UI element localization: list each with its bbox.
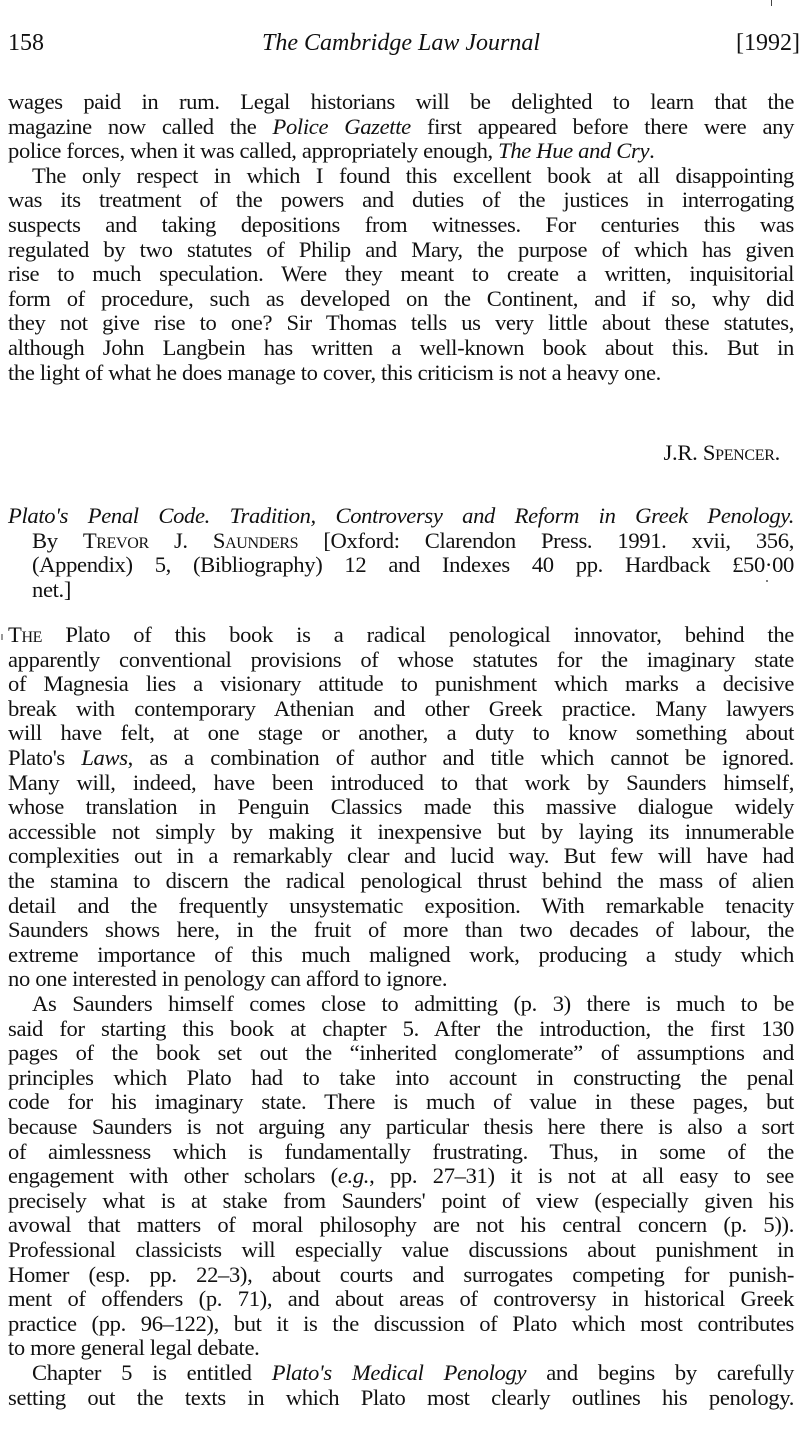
italic-title: Laws — [81, 744, 128, 770]
author-name: Trevor J. Saunders — [82, 527, 299, 553]
italic-title: The Hue and Cry — [498, 138, 650, 164]
text-line: principles which Plato had to take into account in constructing the penal — [8, 1064, 794, 1090]
text-line: Many will, indeed, have been introduced to that work by Saunders himself, — [8, 769, 794, 795]
book-heading — [8, 504, 794, 602]
text-line: Plato's Laws, as a combination of author and title which cannot be ignored. — [8, 744, 794, 770]
text-line: form of procedure, such as developed on the Continent, and if so, why did — [8, 285, 794, 311]
text-line: apparently conventional provisions of whose statutes for the imaginary state — [8, 646, 794, 672]
text-line: of Magnesia lies a visionary attitude to punishment which marks a decisive — [8, 671, 794, 697]
text-line: ment of offenders (p. 71), and about areas of controversy in historical Greek — [8, 1286, 794, 1312]
text-line: said for starting this book at chapter 5. After the introduction, the first 130 — [8, 1015, 794, 1041]
text-line: of aimlessness which is fundamentally frustrating. Thus, in some of the — [8, 1138, 794, 1164]
review-2-paragraph-2 — [8, 992, 794, 1361]
scan-artifact-tick — [771, 0, 772, 6]
text-line: was its treatment of the powers and duties of the justices in interrogating — [8, 187, 794, 213]
text-line: the light of what he does manage to cover, this criticism is not a heavy one. — [8, 359, 661, 385]
review-2-paragraph-3 — [8, 1361, 794, 1410]
text-line: because Saunders is not arguing any particular thesis here there is also a sort — [8, 1113, 794, 1139]
text-line: rise to much speculation. Were they meant to create a written, inquisitorial — [8, 261, 794, 287]
book-title: Plato's Penal Code. Tradition, Controversy and Reform in Greek Penology. — [8, 503, 794, 528]
book-details-line: net.] — [32, 576, 72, 602]
text-line: magazine now called the Police Gazette first appeared before there were any — [8, 113, 795, 139]
text-line: code for his imaginary state. There is much of value in these pages, but — [8, 1089, 794, 1115]
reviewer-signature: J.R. Spencer. — [663, 440, 780, 465]
italic-title: Police Gazette — [272, 113, 411, 139]
review-2-paragraph-1 — [8, 623, 794, 992]
text-line: regulated by two statutes of Philip and Mary, the purpose of which has given — [8, 236, 794, 262]
running-head — [8, 28, 800, 58]
text-line: Professional classicists will especially value discussions about punishment in — [8, 1236, 794, 1262]
italic-title: e.g. — [337, 1163, 370, 1189]
book-details-line: (Appendix) 5, (Bibliography) 12 and Indexes 40 pp. Hardback £50·00 — [32, 552, 794, 578]
review-1-paragraph-1 — [8, 90, 794, 164]
small-caps-lead: The — [8, 622, 43, 647]
text-line: practice (pp. 96–122), but it is the discussion of Plato which most contributes — [8, 1310, 794, 1336]
text-line: extreme importance of this much maligned work, producing a study which — [8, 941, 794, 967]
text-line: whose translation in Penguin Classics made this massive dialogue widely — [8, 794, 794, 820]
text-line: setting out the texts in which Plato most clearly outlines his penology. — [8, 1384, 794, 1410]
text-line: suspects and taking depositions from witnesses. For centuries this was — [8, 211, 794, 237]
text-line: police forces, when it was called, appropriately enough, The Hue and Cry. — [8, 138, 655, 164]
review-1-paragraph-2 — [8, 164, 794, 385]
text-line: no one interested in penology can afford to ignore. — [8, 966, 448, 992]
text-line: will have felt, at one stage or another, a duty to know something about — [8, 720, 794, 746]
text-line: Saunders shows here, in the fruit of more than two decades of labour, the — [8, 917, 794, 943]
text-line: precisely what is at stake from Saunders' point of view (especially given his — [8, 1187, 794, 1213]
volume-year: [1992] — [736, 30, 800, 56]
text-line: Chapter 5 is entitled Plato's Medical Penology and begins by carefully — [32, 1360, 794, 1385]
italic-title: Plato's Medical Penology — [271, 1360, 527, 1385]
text-line: avowal that matters of moral philosophy are not his central concern (p. 5)). — [8, 1212, 794, 1238]
text-line: accessible not simply by making it inexpensive but by laying its innumerable — [8, 818, 794, 844]
text-line: engagement with other scholars (e.g., pp. 27–31) it is not at all easy to see — [8, 1163, 794, 1189]
page-number: 158 — [8, 30, 44, 56]
text-line: As Saunders himself comes close to admitting (p. 3) there is much to be — [32, 991, 794, 1016]
text-line: break with contemporary Athenian and other Greek practice. Many lawyers — [8, 695, 794, 721]
text-line: wages paid in rum. Legal historians will be delighted to learn that the — [8, 89, 794, 114]
text-line: detail and the frequently unsystematic exposition. With remarkable tenacity — [8, 892, 794, 918]
book-details-line: By Trevor J. Saunders [Oxford: Clarendon Press. 1991. xvii, 356, — [32, 527, 794, 553]
journal-title: The Cambridge Law Journal — [261, 30, 540, 56]
scan-artifact-mark — [1, 634, 3, 640]
text-line: the stamina to discern the radical penological thrust behind the mass of alien — [8, 867, 794, 893]
text-line: Homer (esp. pp. 22–3), about courts and surrogates competing for punish- — [8, 1261, 794, 1287]
text-line: they not give rise to one? Sir Thomas tells us very little about these statutes, — [8, 310, 794, 336]
text-line: complexities out in a remarkably clear and lucid way. But few will have had — [8, 843, 794, 869]
scan-artifact-dot — [766, 580, 768, 582]
text-line: The Plato of this book is a radical penological innovator, behind the — [8, 622, 794, 647]
text-line: The only respect in which I found this excellent book at all disappointing — [32, 162, 794, 188]
text-line: pages of the book set out the “inherited conglomerate” of assumptions and — [8, 1040, 794, 1066]
text-line: to more general legal debate. — [8, 1335, 260, 1361]
text-line: although John Langbein has written a well-known book about this. But in — [8, 334, 794, 360]
